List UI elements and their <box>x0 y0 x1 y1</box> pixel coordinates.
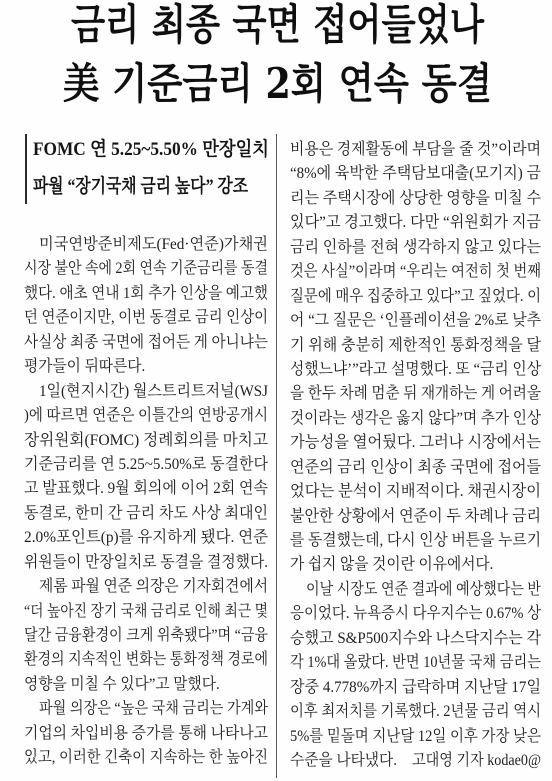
body-line: 1일(현지시간) 월스트리트저널(WSJ <box>39 382 268 400</box>
body-line: 각 1%대 올랐다. 반면 10년물 국채 금리는 <box>290 654 541 672</box>
body-line: 수준을 나타냈다. <box>290 751 397 769</box>
body-line: “더 높아진 장기 국채 금리로 인해 최근 몇 <box>24 602 268 620</box>
body-line: 불안한 상황에서 연준이 두 차례나 금리 <box>290 507 541 525</box>
body-line: 어 “그 질문은 ‘인플레이션을 2%로 낮추 <box>290 312 541 330</box>
body-line: )에 따르면 연준은 이틀간의 연방공개시 <box>24 407 268 425</box>
body-line: 기준금리를 연 5.25~5.50%로 동결한다 <box>24 455 268 473</box>
subheadline-line-1: FOMC 연 5.25~5.50% 만장일치 <box>33 139 269 160</box>
body-line: 평가들이 뒤따른다. <box>24 358 146 376</box>
right-column <box>290 138 541 775</box>
subheadline <box>33 138 269 210</box>
body-line: 기 위해 충분히 제한적인 통화정책을 달 <box>290 336 541 354</box>
body-line: 시장 불안 속에 2회 연속 기준금리를 동결 <box>24 260 268 278</box>
body-line: 이날 시장도 연준 결과에 예상했다는 반 <box>306 580 541 598</box>
body-line: 을 한두 차례 멈춘 뒤 재개하는 게 어려울 <box>290 385 541 403</box>
body-line: 제롬 파월 연준 의장은 기자회견에서 <box>39 578 268 596</box>
subheadline-bar <box>25 134 27 204</box>
body-line: 를 동결했는데, 다시 인상 버튼을 누르기 <box>290 532 541 549</box>
body-line: 동결로, 한미 간 금리 차도 사상 최대인 <box>24 504 268 522</box>
body-line: 있고, 이러한 긴축이 지속하는 한 높아진 <box>24 749 268 767</box>
headline-line-1: 금리 최종 국면 접어들었나 <box>71 1 485 49</box>
body-line: 질문에 매우 집중하고 있다”고 짚었다. 이 <box>290 287 541 305</box>
body-line: 장중 4.778%까지 급락하며 지난달 17일 <box>290 678 541 696</box>
body-line: 사실상 최종 국면에 접어든 게 아니냐는 <box>24 333 268 351</box>
body-line: 승했고 S&P500지수와 나스닥지수는 각 <box>290 629 541 647</box>
byline-text: 고대영 기자 kodae0@ <box>412 752 541 770</box>
body-line: 환경의 지속적인 변화는 통화정책 경로에 <box>24 651 268 669</box>
body-line: 성했느냐’”라고 설명했다. 또 “금리 인상 <box>290 360 541 378</box>
left-column <box>24 233 268 773</box>
body-line: 것이라는 생각은 옳지 않다”며 추가 인상 <box>290 409 541 427</box>
body-line: 했다. 애초 연내 1회 추가 인상을 예고했 <box>24 284 268 302</box>
body-line: 비용은 경제활동에 부담을 줄 것”이라며 <box>290 141 541 158</box>
body-line: 2.0%포인트(p)를 유지하게 됐다. 연준 <box>24 529 268 547</box>
column-divider <box>276 134 277 778</box>
body-line: 있다”고 경고했다. 다만 “위원회가 지금 <box>290 214 541 232</box>
body-line: 고 발표했다. 9월 회의에 이어 2회 연속 <box>24 480 268 498</box>
body-line: 위원들이 만장일치로 동결을 결정했다. <box>24 553 268 571</box>
byline <box>412 749 541 773</box>
body-line: “8%에 육박한 주택담보대출(모기지) 금 <box>290 165 541 183</box>
body-line: 응이었다. 뉴욕증시 다우지수는 0.67% 상 <box>290 605 541 623</box>
body-line: 장위원회(FOMC) 정례회의를 마치고 <box>24 431 268 449</box>
body-line: 달간 금융환경이 크게 위축됐다”며 “금융 <box>24 627 268 644</box>
body-line: 리는 주택시장에 상당한 영향을 미칠 수 <box>290 189 541 207</box>
body-line: 영향을 미칠 수 있다”고 말했다. <box>24 675 220 693</box>
body-line: 가능성을 열어뒀다. 그러나 시장에서는 <box>290 434 541 452</box>
headline <box>63 1 492 113</box>
body-line: 것은 사실”이라며 “우리는 여전히 첫 번째 <box>290 263 541 281</box>
body-line: 파월 의장은 “높은 국채 금리는 가계와 <box>39 700 268 718</box>
headline-line-2: 美 기준금리 2회 연속 동결 <box>63 59 492 108</box>
body-line: 미국연방준비제도(Fed·연준)가채권 <box>39 236 268 253</box>
body-line: 가 쉽지 않을 것이란 이유에서다. <box>290 556 494 574</box>
body-line: 5%를 밑돌며 지난달 12일 이후 가장 낮은 <box>290 727 541 745</box>
body-line: 연준의 금리 인상이 최종 국면에 접어들 <box>290 458 541 476</box>
body-line: 었다는 분석이 지배적이다. 채권시장이 <box>290 483 541 501</box>
body-line: 기업의 차입비용 증가를 통해 나타나고 <box>24 724 268 742</box>
subheadline-line-2: 파월 “장기국채 금리 높다” 강조 <box>33 176 248 197</box>
body-line: 던 연준이지만, 이번 동결로 금리 인상이 <box>24 309 268 327</box>
body-line: 금리 인하를 전혀 생각하지 않고 있다는 <box>290 238 541 256</box>
body-line: 이후 최저치를 기록했다. 2년물 금리 역시 <box>290 703 541 721</box>
